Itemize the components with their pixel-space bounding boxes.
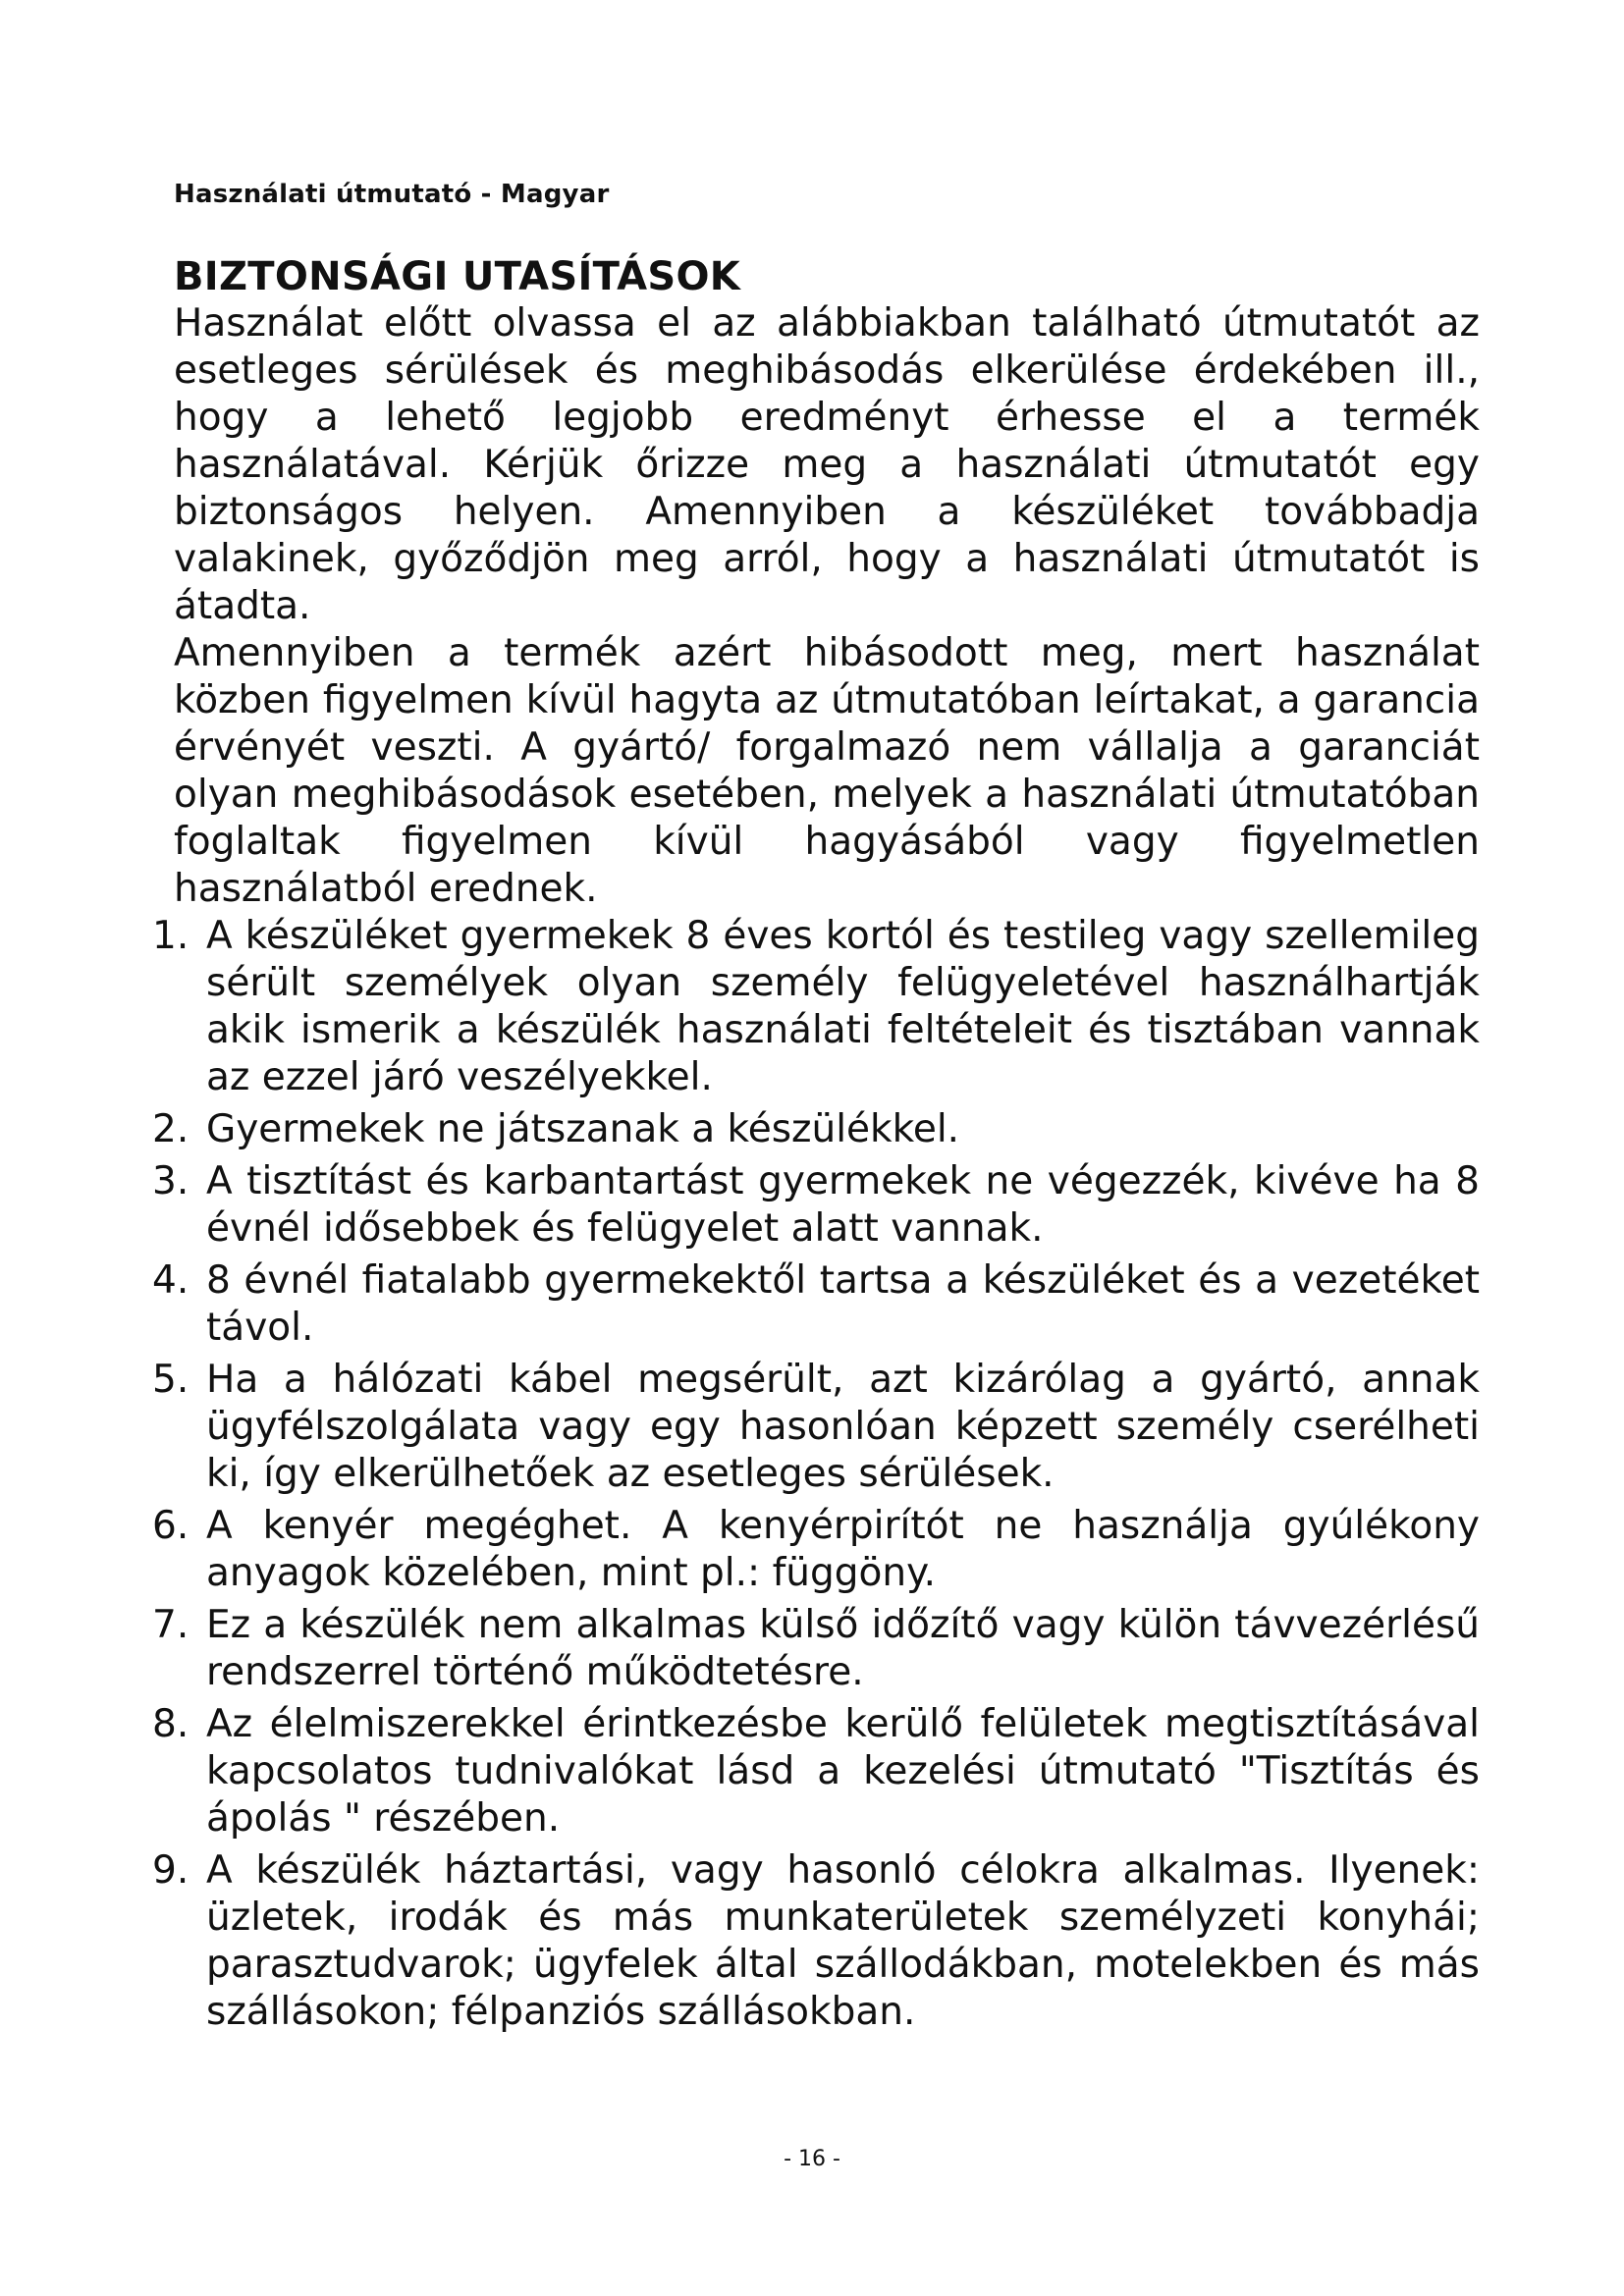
list-item xyxy=(152,1158,1480,1253)
list-item-text: Ha a hálózati kábel megsérült, azt kizárólag a gyártó, annak ügyfélszolgálata vagy egy hasonlóan képzett személy cserélheti ki, így elkerülhetőek az esetleges sérülések. xyxy=(206,1358,1480,1496)
list-item xyxy=(152,1357,1480,1498)
list-item-number: 9. xyxy=(152,1848,189,1893)
list-item xyxy=(152,1701,1480,1842)
list-item xyxy=(152,1602,1480,1696)
section-title: BIZTONSÁGI UTASÍTÁSOK xyxy=(174,254,741,299)
list-item-number: 2. xyxy=(152,1107,189,1151)
document-header: Használati útmutató - Magyar xyxy=(174,180,610,209)
safety-section xyxy=(152,253,1480,2036)
safety-list xyxy=(152,913,1480,2036)
list-item xyxy=(152,1106,1480,1153)
list-item-number: 3. xyxy=(152,1159,189,1203)
list-item-text: Gyermekek ne játszanak a készülékkel. xyxy=(206,1107,960,1151)
list-item-text: A kenyér megéghet. A kenyérpirítót ne használja gyúlékony anyagok közelében, mint pl.: függöny. xyxy=(206,1504,1480,1595)
list-item-text: A készülék háztartási, vagy hasonló célokra alkalmas. Ilyenek: üzletek, irodák és más munkaterületek személyzeti konyhái; parasztudvarok; ügyfelek által szállodákban, motelekben és más szállásokon; félpanziós szállásokban. xyxy=(206,1848,1480,2034)
list-item-number: 8. xyxy=(152,1702,189,1746)
list-item-text: Az élelmiszerekkel érintkezésbe kerülő felületek megtisztításával kapcsolatos tudnivalókat lásd a kezelési útmutató "Tisztítás és ápolás " részében. xyxy=(206,1702,1480,1841)
list-item xyxy=(152,1257,1480,1352)
list-item xyxy=(152,913,1480,1101)
page-number: - 16 - xyxy=(784,2147,840,2171)
list-item-text: 8 évnél fiatalabb gyermekektől tartsa a készüléket és a vezetéket távol. xyxy=(206,1258,1480,1350)
list-item-number: 1. xyxy=(152,914,189,958)
list-item-number: 6. xyxy=(152,1504,189,1548)
list-item-number: 4. xyxy=(152,1258,189,1303)
list-item-text: Ez a készülék nem alkalmas külső időzítő vagy külön távvezérlésű rendszerrel történő működtetésre. xyxy=(206,1603,1480,1694)
list-item-text: A készüléket gyermekek 8 éves kortól és testileg vagy szellemileg sérült személyek olyan személy felügyeletével használhartják akik ismerik a készülék használati feltételeit és tisztában vannak az ezzel járó veszélyekkel. xyxy=(206,914,1480,1099)
list-item-number: 7. xyxy=(152,1603,189,1647)
list-item xyxy=(152,1503,1480,1597)
list-item-text: A tisztítást és karbantartást gyermekek ne végezzék, kivéve ha 8 évnél idősebbek és felügyelet alatt vannak. xyxy=(206,1159,1480,1251)
warranty-paragraph: Amennyiben a termék azért hibásodott meg, mert használat közben figyelmen kívül hagyta az útmutatóban leírtakat, a garancia érvényét veszti. A gyártó/ forgalmazó nem vállalja a garanciát olyan meghibásodások esetében, melyek a használati útmutatóban foglaltak figyelmen kívül hagyásából vagy figyelmetlen használatból erednek. xyxy=(174,631,1480,911)
list-item xyxy=(152,1847,1480,2036)
intro-paragraph: Használat előtt olvassa el az alábbiakban található útmutatót az esetleges sérülések és meghibásodás elkerülése érdekében ill., hogy a lehető legjobb eredményt érhesse el a termék használatával. Kérjük őrizze meg a használati útmutatót egy biztonságos helyen. Amennyiben a készüléket továbbadja valakinek, győződjön meg arról, hogy a használati útmutatót is átadta. xyxy=(174,301,1480,628)
list-item-number: 5. xyxy=(152,1358,189,1402)
